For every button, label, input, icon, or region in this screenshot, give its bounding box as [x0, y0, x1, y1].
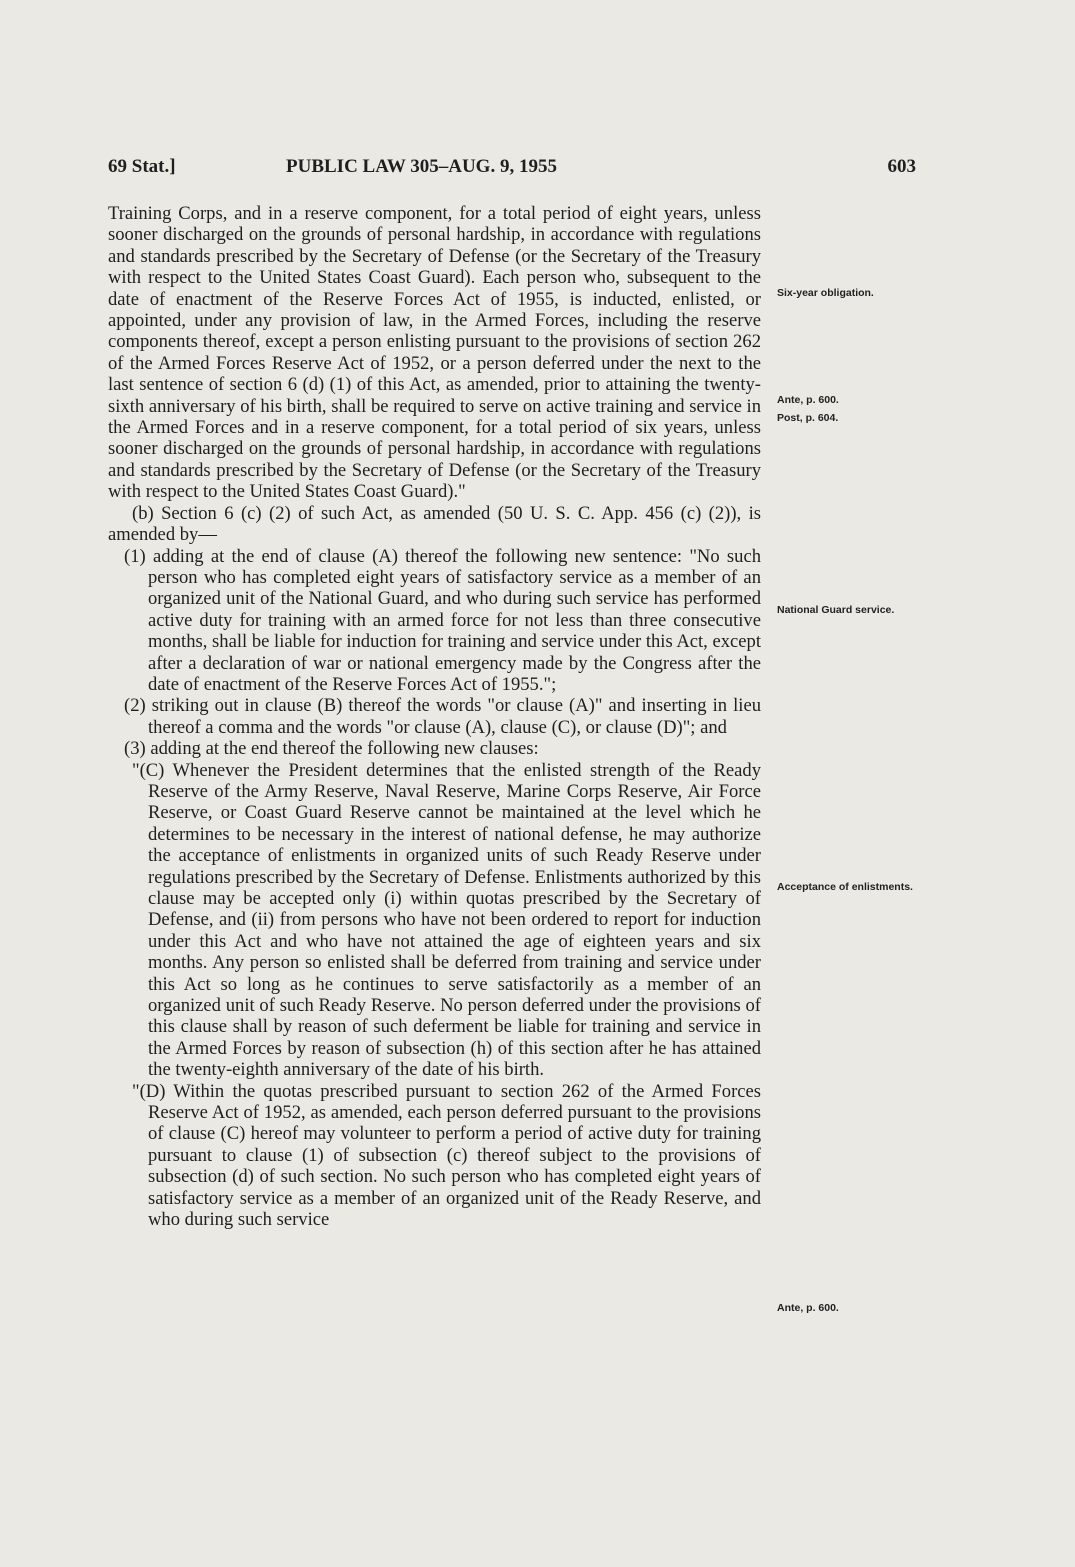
paragraph-item-1: (1) adding at the end of clause (A) thereof the following new sentence: "No such person who has completed eight years of satisfactory service as a member of an organized unit of the National Guard, and who during such service has performed active duty for training with an armed force for not less than three consecutive months, shall be liable for induction for training and service under this Act, except after a declaration of war or national emergency made by the Congress after the date of enactment of the Reserve Forces Act of 1955."; — [124, 545, 761, 695]
paragraph-subsection-b: (b) Section 6 (c) (2) of such Act, as amended (50 U. S. C. App. 456 (c) (2)), is amended by— — [108, 502, 761, 546]
paragraph-clause-c: "(C) Whenever the President determines that the enlisted strength of the Ready Reserve of the Army Reserve, Naval Reserve, Marine Corps Reserve, Air Force Reserve, or Coast Guard Reserve cannot be maintained at the level which he determines to be necessary in the interest of national defense, he may authorize the acceptance of enlistments in organized units of such Ready Reserve under regulations prescribed by the Secretary of Defense. Enlistments authorized by this clause may be accepted only (i) within quotas prescribed by the Secretary of Defense, and (ii) from persons who have not been ordered to report for induction under this Act and who have not attained the age of eighteen years and six months. Any person so enlisted shall be deferred from training and service under this Act so long as he continues to serve satisfactorily as a member of an organized unit of such Ready Reserve. No person deferred under the provisions of this clause shall by reason of such deferment be liable for training and service in the Armed Forces by reason of subsection (h) of this section after he has attained the twenty-eighth anniversary of the date of his birth. — [132, 759, 761, 1081]
margin-note-post-604: Post, p. 604. — [777, 412, 839, 424]
paragraph-clause-d: "(D) Within the quotas prescribed pursuant to section 262 of the Armed Forces Reserve Act of 1952, as amended, each person deferred pursuant to the provisions of clause (C) hereof may volunteer to perform a period of active duty for training pursuant to clause (1) of subsection (c) thereof subject to the provisions of subsection (d) of such section. No such person who has completed eight years of satisfactory service as a member of an organized unit of the Ready Reserve, and who during such service — [132, 1080, 761, 1231]
margin-note-national-guard: National Guard service. — [777, 604, 895, 616]
paragraph-continuation: Training Corps, and in a reserve component, for a total period of eight years, unless sooner discharged on the grounds of personal hardship, in accordance with regulations and standards prescribed by the Secretary of Defense (or the Secretary of the Treasury with respect to the United States Coast Guard). Each person who, subsequent to the date of enactment of the Reserve Forces Act of 1955, is inducted, enlisted, or appointed, under any provision of law, in the Armed Forces, including the reserve components thereof, except a person enlisting pursuant to the provisions of section 262 of the Armed Forces Reserve Act of 1952, or a person deferred under the next to the last sentence of section 6 (d) (1) of this Act, as amended, prior to attaining the twenty-sixth anniversary of his birth, shall be required to serve on active training and service in the Armed Forces and in a reserve component, for a total period of six years, unless sooner discharged on the grounds of personal hardship, in accordance with regulations and standards prescribed by the Secretary of Defense (or the Secretary of the Treasury with respect to the United States Coast Guard)." — [108, 203, 761, 503]
margin-note-acceptance: Acceptance of enlistments. — [777, 881, 913, 893]
header-title: PUBLIC LAW 305–AUG. 9, 1955 — [286, 156, 557, 177]
header-volume: 69 Stat.] — [108, 156, 176, 177]
paragraph-item-2: (2) striking out in clause (B) thereof the words "or clause (A)" and inserting in lieu thereof a comma and the words "or clause (A), clause (C), or clause (D)"; and — [124, 695, 761, 738]
page-header — [108, 156, 916, 186]
page-number: 603 — [887, 156, 916, 177]
paragraph-item-3: (3) adding at the end thereof the following new clauses: — [124, 738, 539, 760]
margin-note-six-year: Six-year obligation. — [777, 287, 874, 299]
margin-note-ante-600: Ante, p. 600. — [777, 394, 839, 406]
body-text — [108, 203, 761, 1231]
margin-note-ante-600-second: Ante, p. 600. — [777, 1302, 839, 1314]
